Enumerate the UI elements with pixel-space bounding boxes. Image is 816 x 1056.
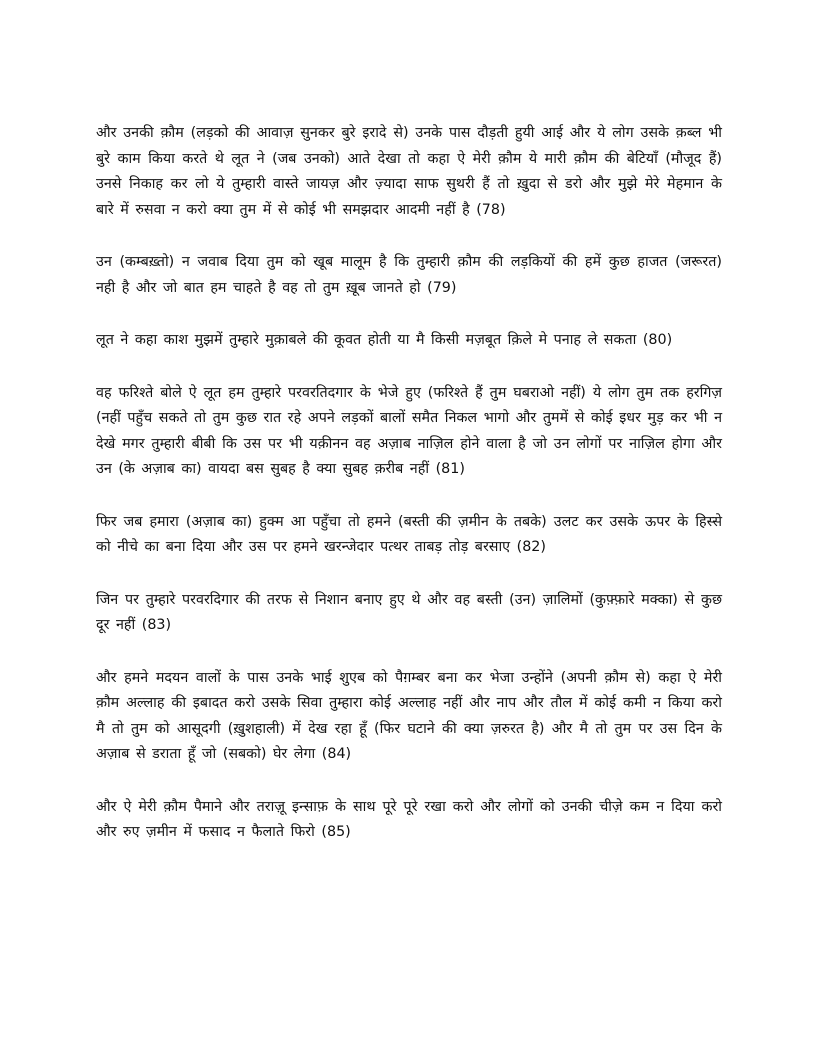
- verse-paragraph-83: जिन पर तुम्हारे परवरदिगार की तरफ से निशान बनाए हुए थे और वह बस्ती (उन) ज़ालिमों (कुफ़्फ़ारे मक्का) से कुछ दूर नहीं (83): [96, 591, 722, 633]
- verse-paragraph-85: और ऐ मेरी क़ौम पैमाने और तराज़ू इन्साफ़ के साथ पूरे पूरे रखा करो और लोगों को उनकी चीज़े कम न दिया करो और रुए ज़मीन में फसाद न फैलाते फिरो (85): [96, 798, 722, 840]
- verse-paragraph-82: फिर जब हमारा (अज़ाब का) हुक्म आ पहुँचा तो हमने (बस्ती की ज़मीन के तबके) उलट कर उसके ऊपर के हिस्से को नीचे का बना दिया और उस पर हमने खरन्जेदार पत्थर ताबड़ तोड़ बरसाए (82): [96, 513, 722, 555]
- verse-paragraph-78: और उनकी क़ौम (लड़को की आवाज़ सुनकर बुरे इरादे से) उनके पास दौड़ती हुयी आई और ये लोग उसके क़ब्ल भी बुरे काम किया करते थे लूत ने (जब उनको) आते देखा तो कहा ऐ मेरी क़ौम ये मारी क़ौम की बेटियाँ (मौजूद हैं) उनसे निकाह कर लो ये तुम्हारी वास्ते जायज़ और ज़्यादा साफ सुथरी हैं तो ख़ुदा से डरो और मुझे मेरे मेहमान के बारे में रुसवा न करो क्या तुम में से कोई भी समझदार आदमी नहीं है (78): [96, 125, 722, 218]
- verse-paragraph-80: लूत ने कहा काश मुझमें तुम्हारे मुक़ाबले की कूवत होती या मै किसी मज़बूत क़िले मे पनाह ले सकता (80): [96, 332, 673, 348]
- verse-paragraph-81: वह फरिश्ते बोले ऐ लूत हम तुम्हारे परवरतिदगार के भेजे हुए (फरिश्ते हैं तुम घबराओ नहीं) ये लोग तुम तक हरगिज़ (नहीं पहुँच सकते तो तुम कुछ रात रहे अपने लड़कों बालों समैत निकल भागो और तुममें से कोई इधर मुड़ कर भी न देखे मगर तुम्हारी बीबी कि उस पर भी यक़ीनन वह अज़ाब नाज़िल होने वाला है जो उन लोगों पर नाज़िल होगा और उन (के अज़ाब का) वायदा बस सुबह है क्या सुबह क़रीब नहीं (81): [96, 384, 722, 477]
- verse-paragraph-79: उन (कम्बख़्तो) न जवाब दिया तुम को खूब मालूम है कि तुम्हारी क़ौम की लड़कियों की हमें कुछ हाजत (जरूरत) नही है और जो बात हम चाहते है वह तो तुम ख़ूब जानते हो (79): [96, 254, 722, 296]
- verse-paragraph-84: और हमने मदयन वालों के पास उनके भाई शुएब को पैग़म्बर बना कर भेजा उन्होंने (अपनी क़ौम से) कहा ऐ मेरी क़ौम अल्लाह की इबादत करो उसके सिवा तुम्हारा कोई अल्लाह नहीं और नाप और तौल में कोई कमी न किया करो मै तो तुम को आसूदगी (ख़ुशहाली) में देख रहा हूँ (फिर घटाने की क्या ज़रुरत है) और मै तो तुम पर उस दिन के अज़ाब से डराता हूँ जो (सबको) घेर लेगा (84): [96, 669, 722, 762]
